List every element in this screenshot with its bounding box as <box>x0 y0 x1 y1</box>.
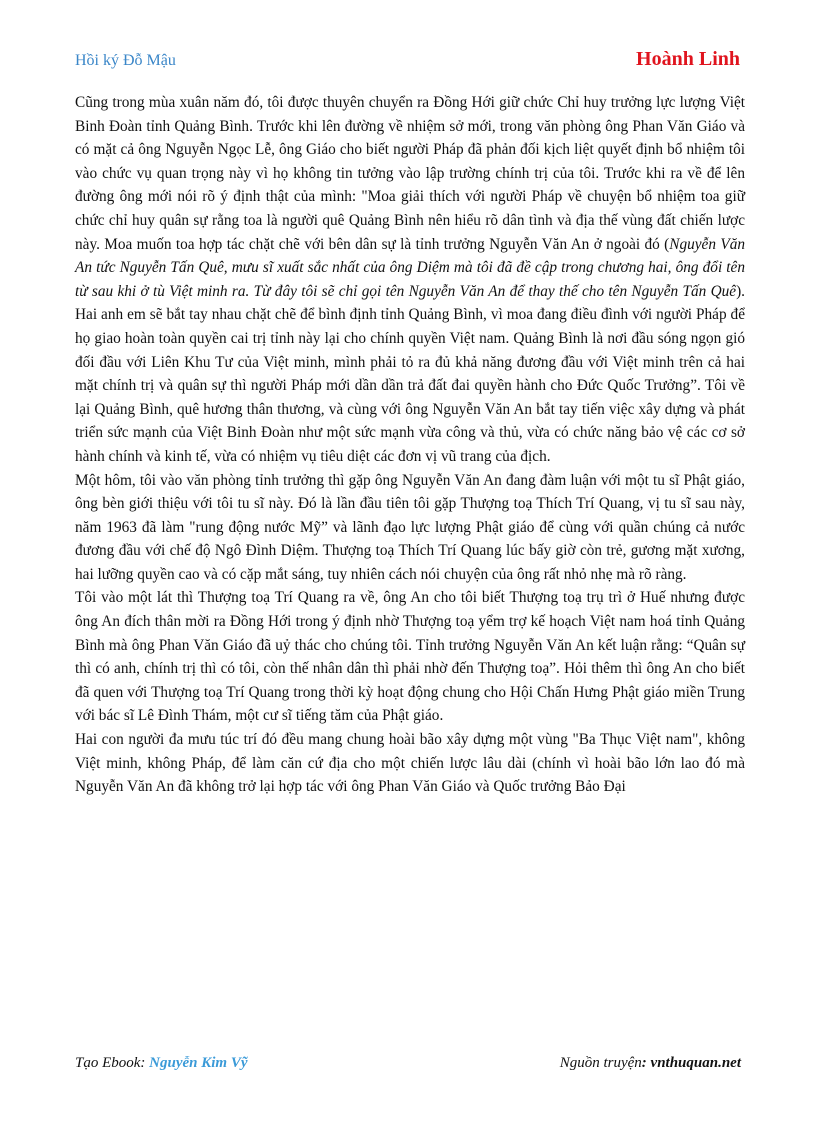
ebook-label: Tạo Ebook <box>75 1055 141 1071</box>
paragraph-1-end: ). Hai anh em sẽ bắt tay nhau chặt chẽ để bình định tỉnh Quảng Bình, vì moa đang điều đình với người Pháp để họ giao hoàn toàn quyền cai trị tỉnh này lại cho chính quyền Việt nam. Quảng Bình là nơi đầu sóng ngọn gió đối đầu với Liên Khu Tư của Việt minh, mình phải tỏ ra đủ khả năng đương đầu với Việt minh trên cả hai mặt chính trị và quân sự thì người Pháp mới dần dần trả đất đai quyền hành cho Đức Quốc Trưởng”. Tôi về lại Quảng Bình, quê hương thân thương, và cùng với ông Nguyễn Văn An bắt tay tiến việc xây dựng và phát triển sức mạnh của Việt Binh Đoàn như một sức mạnh vừa công và thủ, vừa có chức năng bảo vệ các cơ sở hành chính và kinh tế, vừa có nhiệm vụ tiêu diệt các đơn vị vũ trang của địch. <box>75 282 745 465</box>
source-site: vnthuquan.net <box>650 1055 741 1071</box>
ebook-creator-name: Nguyễn Kim Vỹ <box>149 1055 248 1071</box>
source-label: Nguồn truyện <box>559 1055 642 1071</box>
body-text <box>75 91 745 799</box>
author-name: Hoành Linh <box>636 48 740 70</box>
ebook-separator: : <box>140 1055 150 1071</box>
book-title: Hồi ký Đỗ Mậu <box>75 52 176 69</box>
paragraph-4: Hai con người đa mưu túc trí đó đều mang chung hoài bão xây dựng một vùng "Ba Thục Việt nam", không Việt minh, không Pháp, để làm căn cứ địa cho một chiến lược lâu dài (chính vì hoài bão lớn lao đó mà Nguyễn Văn An đã không trở lại hợp tác với ông Phan Văn Giáo và Quốc trưởng Bảo Đại <box>75 731 745 796</box>
paragraph-1-italic-note: Nguyễn Văn An tức Nguyễn Tấn Quê, mưu sĩ xuất sắc nhất của ông Diệm mà tôi đã đề cập trong chương hai, ông đổi tên từ sau khi ở tù Việt minh ra. Từ đây tôi sẽ chỉ gọi tên Nguyễn Văn An để thay thế cho tên Nguyễn Tấn Quê <box>75 235 745 300</box>
paragraph-3: Tôi vào một lát thì Thượng toạ Trí Quang ra về, ông An cho tôi biết Thượng toạ trụ trì ở Huế nhưng được ông An đích thân mời ra Đồng Hới trong ý định nhờ Thượng toạ yểm trợ kế hoạch Việt nam hoá tỉnh Quảng Bình mà ông Phan Văn Giáo đã uỷ thác cho chúng tôi. Tỉnh trưởng Nguyễn Văn An kết luận rằng: “Quân sự thì có anh, chính trị thì có tôi, còn thế nhân dân thì phải nhờ đến Thượng toạ”. Hỏi thêm thì ông An cho biết đã quen với Thượng toạ Trí Quang trong thời kỳ hoạt động chung cho Hội Chấn Hưng Phật giáo miền Trung với bác sĩ Lê Đình Thám, một cư sĩ tiếng tăm của Phật giáo. <box>75 589 745 725</box>
source-credit <box>560 1055 741 1072</box>
paragraph-1 <box>75 91 745 469</box>
source-separator: : <box>641 1055 651 1071</box>
ebook-credit <box>75 1055 248 1072</box>
paragraph-2: Một hôm, tôi vào văn phòng tỉnh trưởng thì gặp ông Nguyễn Văn An đang đàm luận với một tu sĩ Phật giáo, ông bèn giới thiệu với tôi tu sĩ này. Đó là lần đầu tiên tôi gặp Thượng toạ Thích Trí Quang, vị tu sĩ sau này, năm 1963 đã làm "rung động nước Mỹ” và lãnh đạo lực lượng Phật giáo để cùng với quần chúng cả nước đương đầu với chế độ Ngô Đình Diệm. Thượng toạ Thích Trí Quang lúc bấy giờ còn trẻ, gương mặt xương, hai lưỡng quyền cao và có cặp mắt sáng, tuy nhiên cách nói chuyện của ông rất nhỏ nhẹ mà rõ ràng. <box>75 471 745 583</box>
paragraph-1-start: Cũng trong mùa xuân năm đó, tôi được thuyên chuyển ra Đồng Hới giữ chức Chỉ huy trưởng lực lượng Việt Binh Đoàn tỉnh Quảng Bình. Trước khi lên đường về nhiệm sở mới, trong văn phòng ông Phan Văn Giáo và có mặt cả ông Nguyễn Ngọc Lễ, ông Giáo cho biết người Pháp đã phản đối kịch liệt quyết định bổ nhiệm tôi vào chức vụ quan trọng này vì họ không tin tưởng vào lập trường chính trị của tôi. Trước khi ra về để lên đường ông mới nói rõ ý định thật của mình: "Moa giải thích với người Pháp về chuyện bổ nhiệm toa giữ chức chỉ huy quân sự rằng toa là người quê Quảng Bình nên hiểu rõ dân tình và địa thế vùng đất chiến lược này. Moa muốn toa hợp tác chặt chẽ với bên dân sự là tỉnh trưởng Nguyễn Văn An ở ngoài đó ( <box>75 94 745 253</box>
